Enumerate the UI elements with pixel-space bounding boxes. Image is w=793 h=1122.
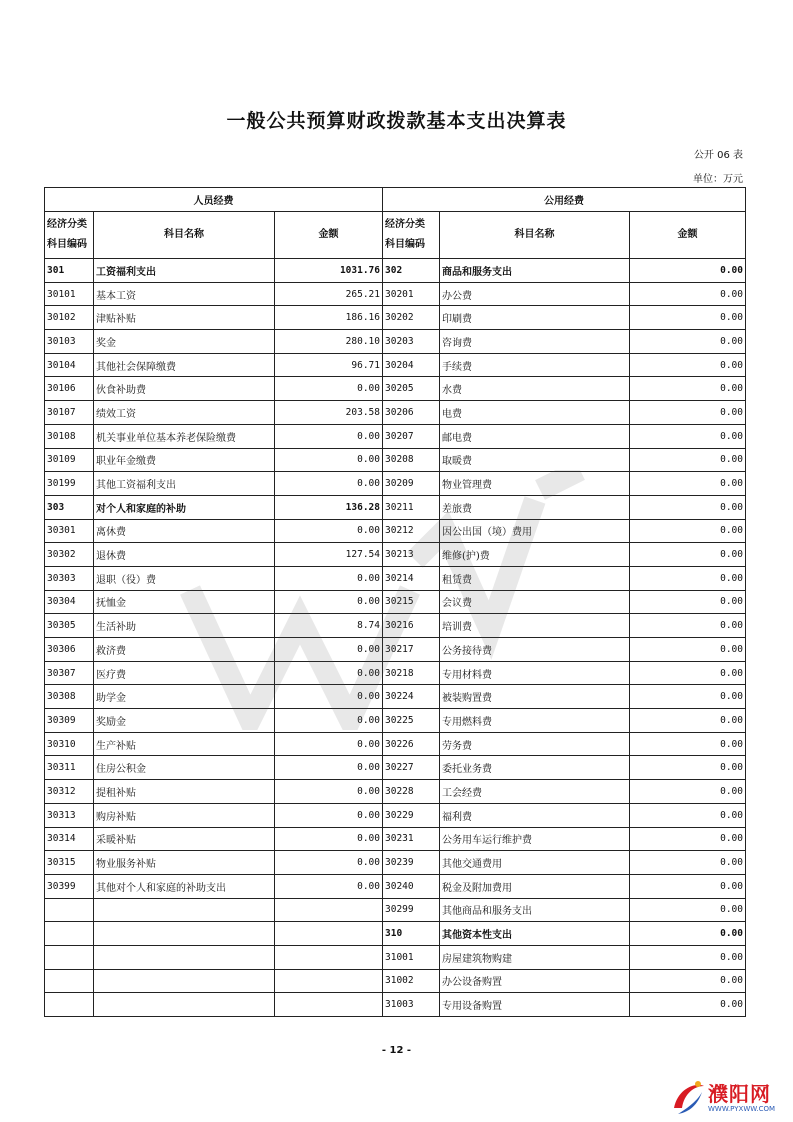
left-name-cell: 退职（役）费 bbox=[94, 566, 275, 590]
right-code-cell: 30229 bbox=[383, 803, 440, 827]
right-amount-cell: 0.00 bbox=[630, 732, 746, 756]
left-code-cell: 30399 bbox=[45, 874, 94, 898]
left-code-cell: 30305 bbox=[45, 614, 94, 638]
left-name-cell: 物业服务补贴 bbox=[94, 851, 275, 875]
right-code-cell: 30216 bbox=[383, 614, 440, 638]
table-row bbox=[45, 472, 746, 496]
left-name-cell: 其他对个人和家庭的补助支出 bbox=[94, 874, 275, 898]
right-code-cell: 30218 bbox=[383, 661, 440, 685]
right-amount-cell: 0.00 bbox=[630, 590, 746, 614]
left-code-cell: 30106 bbox=[45, 377, 94, 401]
table-row bbox=[45, 851, 746, 875]
form-number: 公开 06 表 bbox=[693, 150, 743, 161]
right-amount-cell: 0.00 bbox=[630, 827, 746, 851]
right-name-cell: 税金及附加费用 bbox=[440, 874, 630, 898]
right-amount-cell: 0.00 bbox=[630, 519, 746, 543]
right-name-cell: 取暖费 bbox=[440, 448, 630, 472]
right-name-cell: 被装购置费 bbox=[440, 685, 630, 709]
right-amount-cell: 0.00 bbox=[630, 282, 746, 306]
left-amount-cell: 8.74 bbox=[275, 614, 383, 638]
left-code-cell: 30108 bbox=[45, 424, 94, 448]
column-header-row bbox=[45, 212, 746, 259]
right-code-cell: 30205 bbox=[383, 377, 440, 401]
right-name-cell: 差旅费 bbox=[440, 495, 630, 519]
right-code-cell: 30231 bbox=[383, 827, 440, 851]
left-code-cell: 30107 bbox=[45, 401, 94, 425]
left-name-cell: 救济费 bbox=[94, 638, 275, 662]
left-amount-cell: 0.00 bbox=[275, 709, 383, 733]
header-code-line2: 科目编码 bbox=[385, 239, 425, 250]
table-row bbox=[45, 401, 746, 425]
table-row bbox=[45, 685, 746, 709]
right-name-cell: 维修(护)费 bbox=[440, 543, 630, 567]
left-name-cell: 购房补贴 bbox=[94, 803, 275, 827]
left-code-cell: 30306 bbox=[45, 638, 94, 662]
right-amount-cell: 0.00 bbox=[630, 424, 746, 448]
left-name-cell: 助学金 bbox=[94, 685, 275, 709]
right-name-cell: 办公设备购置 bbox=[440, 969, 630, 993]
right-name-cell: 房屋建筑物购建 bbox=[440, 945, 630, 969]
table-row bbox=[45, 282, 746, 306]
left-amount-cell: 96.71 bbox=[275, 353, 383, 377]
right-name-cell: 其他交通费用 bbox=[440, 851, 630, 875]
right-name-cell: 办公费 bbox=[440, 282, 630, 306]
right-amount-cell: 0.00 bbox=[630, 377, 746, 401]
left-amount-cell: 265.21 bbox=[275, 282, 383, 306]
right-name-cell: 公务用车运行维护费 bbox=[440, 827, 630, 851]
left-code-cell: 30313 bbox=[45, 803, 94, 827]
left-amount-cell: 280.10 bbox=[275, 330, 383, 354]
left-name-cell: 其他社会保障缴费 bbox=[94, 353, 275, 377]
right-amount-cell: 0.00 bbox=[630, 472, 746, 496]
left-amount-cell: 186.16 bbox=[275, 306, 383, 330]
right-code-cell: 30228 bbox=[383, 780, 440, 804]
header-code-line1: 经济分类 bbox=[47, 219, 87, 230]
left-name-cell: 住房公积金 bbox=[94, 756, 275, 780]
right-name-cell: 培训费 bbox=[440, 614, 630, 638]
right-name-cell: 委托业务费 bbox=[440, 756, 630, 780]
logo-url-text: WWW.PYXWW.COM bbox=[708, 1105, 776, 1113]
right-code-cell: 30203 bbox=[383, 330, 440, 354]
right-amount-cell: 0.00 bbox=[630, 851, 746, 875]
table-body bbox=[45, 259, 746, 1017]
right-name-cell: 工会经费 bbox=[440, 780, 630, 804]
left-code-cell: 30314 bbox=[45, 827, 94, 851]
section-personnel: 人员经费 bbox=[45, 188, 383, 212]
expenditure-table bbox=[44, 187, 746, 1017]
left-amount-cell: 0.00 bbox=[275, 377, 383, 401]
left-amount-cell: 0.00 bbox=[275, 685, 383, 709]
table-row bbox=[45, 424, 746, 448]
left-name-cell: 离休费 bbox=[94, 519, 275, 543]
right-code-cell: 30227 bbox=[383, 756, 440, 780]
table-row bbox=[45, 377, 746, 401]
left-code-cell: 30109 bbox=[45, 448, 94, 472]
left-code-cell: 30103 bbox=[45, 330, 94, 354]
right-code-cell: 30212 bbox=[383, 519, 440, 543]
right-amount-cell: 0.00 bbox=[630, 803, 746, 827]
right-name-cell: 其他商品和服务支出 bbox=[440, 898, 630, 922]
left-code-cell: 30309 bbox=[45, 709, 94, 733]
right-amount-cell: 0.00 bbox=[630, 756, 746, 780]
right-name-cell: 咨询费 bbox=[440, 330, 630, 354]
left-name-cell: 提租补贴 bbox=[94, 780, 275, 804]
left-code-cell: 30310 bbox=[45, 732, 94, 756]
left-code-cell: 30302 bbox=[45, 543, 94, 567]
left-amount-cell: 0.00 bbox=[275, 472, 383, 496]
left-amount-cell: 0.00 bbox=[275, 756, 383, 780]
table-row bbox=[45, 306, 746, 330]
left-name-cell bbox=[94, 922, 275, 946]
table-row bbox=[45, 566, 746, 590]
right-name-cell: 邮电费 bbox=[440, 424, 630, 448]
table-row bbox=[45, 448, 746, 472]
right-amount-cell: 0.00 bbox=[630, 543, 746, 567]
right-amount-cell: 0.00 bbox=[630, 922, 746, 946]
right-name-cell: 印刷费 bbox=[440, 306, 630, 330]
table-row bbox=[45, 330, 746, 354]
right-amount-cell: 0.00 bbox=[630, 945, 746, 969]
right-name-cell: 专用材料费 bbox=[440, 661, 630, 685]
right-amount-cell: 0.00 bbox=[630, 661, 746, 685]
left-code-cell bbox=[45, 945, 94, 969]
left-code-cell: 30301 bbox=[45, 519, 94, 543]
right-amount-cell: 0.00 bbox=[630, 259, 746, 283]
left-name-cell bbox=[94, 993, 275, 1017]
left-name-cell bbox=[94, 945, 275, 969]
right-name-cell: 手续费 bbox=[440, 353, 630, 377]
right-code-cell: 30239 bbox=[383, 851, 440, 875]
right-code-cell: 310 bbox=[383, 922, 440, 946]
left-name-cell bbox=[94, 898, 275, 922]
right-code-cell: 30208 bbox=[383, 448, 440, 472]
header-code-left bbox=[45, 212, 94, 259]
table-row bbox=[45, 709, 746, 733]
left-name-cell: 医疗费 bbox=[94, 661, 275, 685]
right-amount-cell: 0.00 bbox=[630, 614, 746, 638]
logo-swirl-icon bbox=[668, 1078, 708, 1118]
left-amount-cell bbox=[275, 969, 383, 993]
table-row bbox=[45, 590, 746, 614]
table-row bbox=[45, 969, 746, 993]
right-name-cell: 公务接待费 bbox=[440, 638, 630, 662]
right-code-cell: 31001 bbox=[383, 945, 440, 969]
left-code-cell: 30304 bbox=[45, 590, 94, 614]
left-name-cell: 其他工资福利支出 bbox=[94, 472, 275, 496]
right-code-cell: 30206 bbox=[383, 401, 440, 425]
left-name-cell: 奖金 bbox=[94, 330, 275, 354]
right-name-cell: 因公出国（境）费用 bbox=[440, 519, 630, 543]
left-name-cell: 采暖补贴 bbox=[94, 827, 275, 851]
right-amount-cell: 0.00 bbox=[630, 495, 746, 519]
right-name-cell: 劳务费 bbox=[440, 732, 630, 756]
right-code-cell: 31002 bbox=[383, 969, 440, 993]
unit-label: 单位：万元 bbox=[693, 174, 743, 185]
table-row bbox=[45, 519, 746, 543]
left-name-cell: 伙食补助费 bbox=[94, 377, 275, 401]
right-code-cell: 30217 bbox=[383, 638, 440, 662]
table-row bbox=[45, 495, 746, 519]
left-code-cell: 30101 bbox=[45, 282, 94, 306]
table-row bbox=[45, 803, 746, 827]
left-code-cell bbox=[45, 993, 94, 1017]
right-name-cell: 物业管理费 bbox=[440, 472, 630, 496]
right-name-cell: 福利费 bbox=[440, 803, 630, 827]
right-name-cell: 水费 bbox=[440, 377, 630, 401]
left-amount-cell: 0.00 bbox=[275, 590, 383, 614]
right-amount-cell: 0.00 bbox=[630, 353, 746, 377]
left-code-cell: 30308 bbox=[45, 685, 94, 709]
left-amount-cell: 203.58 bbox=[275, 401, 383, 425]
right-amount-cell: 0.00 bbox=[630, 330, 746, 354]
right-code-cell: 30211 bbox=[383, 495, 440, 519]
left-code-cell bbox=[45, 969, 94, 993]
page-number: - 12 - bbox=[381, 1045, 412, 1056]
left-code-cell: 30303 bbox=[45, 566, 94, 590]
left-name-cell bbox=[94, 969, 275, 993]
left-amount-cell: 0.00 bbox=[275, 661, 383, 685]
right-code-cell: 30240 bbox=[383, 874, 440, 898]
logo-brand-text: 濮阳网 bbox=[708, 1082, 771, 1106]
right-code-cell: 30224 bbox=[383, 685, 440, 709]
left-code-cell: 303 bbox=[45, 495, 94, 519]
right-name-cell: 商品和服务支出 bbox=[440, 259, 630, 283]
right-code-cell: 30225 bbox=[383, 709, 440, 733]
left-amount-cell: 0.00 bbox=[275, 448, 383, 472]
table-row bbox=[45, 353, 746, 377]
header-code-right bbox=[383, 212, 440, 259]
right-code-cell: 31003 bbox=[383, 993, 440, 1017]
table-row bbox=[45, 543, 746, 567]
header-code-line2: 科目编码 bbox=[47, 239, 87, 250]
left-amount-cell bbox=[275, 922, 383, 946]
left-code-cell: 30315 bbox=[45, 851, 94, 875]
left-amount-cell: 0.00 bbox=[275, 874, 383, 898]
left-code-cell: 301 bbox=[45, 259, 94, 283]
table-row bbox=[45, 993, 746, 1017]
right-code-cell: 30207 bbox=[383, 424, 440, 448]
left-amount-cell: 0.00 bbox=[275, 827, 383, 851]
right-code-cell: 30209 bbox=[383, 472, 440, 496]
left-name-cell: 奖励金 bbox=[94, 709, 275, 733]
right-amount-cell: 0.00 bbox=[630, 306, 746, 330]
table-row bbox=[45, 638, 746, 662]
left-amount-cell: 0.00 bbox=[275, 780, 383, 804]
right-code-cell: 30204 bbox=[383, 353, 440, 377]
right-code-cell: 30201 bbox=[383, 282, 440, 306]
right-amount-cell: 0.00 bbox=[630, 685, 746, 709]
header-amount-right: 金额 bbox=[630, 212, 746, 259]
left-name-cell: 对个人和家庭的补助 bbox=[94, 495, 275, 519]
left-code-cell bbox=[45, 898, 94, 922]
table-row bbox=[45, 259, 746, 283]
left-name-cell: 退休费 bbox=[94, 543, 275, 567]
site-logo bbox=[668, 1076, 793, 1122]
left-amount-cell bbox=[275, 945, 383, 969]
left-name-cell: 生活补助 bbox=[94, 614, 275, 638]
right-amount-cell: 0.00 bbox=[630, 448, 746, 472]
left-code-cell: 30199 bbox=[45, 472, 94, 496]
left-amount-cell bbox=[275, 993, 383, 1017]
right-code-cell: 302 bbox=[383, 259, 440, 283]
left-name-cell: 抚恤金 bbox=[94, 590, 275, 614]
right-amount-cell: 0.00 bbox=[630, 969, 746, 993]
table-row bbox=[45, 732, 746, 756]
left-code-cell: 30312 bbox=[45, 780, 94, 804]
left-amount-cell: 0.00 bbox=[275, 566, 383, 590]
right-amount-cell: 0.00 bbox=[630, 566, 746, 590]
page-title: 一般公共预算财政拨款基本支出决算表 bbox=[226, 110, 567, 132]
left-amount-cell: 0.00 bbox=[275, 851, 383, 875]
left-code-cell: 30311 bbox=[45, 756, 94, 780]
right-amount-cell: 0.00 bbox=[630, 709, 746, 733]
left-code-cell: 30307 bbox=[45, 661, 94, 685]
right-name-cell: 电费 bbox=[440, 401, 630, 425]
left-name-cell: 职业年金缴费 bbox=[94, 448, 275, 472]
left-amount-cell: 136.28 bbox=[275, 495, 383, 519]
right-code-cell: 30215 bbox=[383, 590, 440, 614]
right-name-cell: 其他资本性支出 bbox=[440, 922, 630, 946]
left-amount-cell: 0.00 bbox=[275, 519, 383, 543]
section-header-row bbox=[45, 188, 746, 212]
left-name-cell: 基本工资 bbox=[94, 282, 275, 306]
right-amount-cell: 0.00 bbox=[630, 638, 746, 662]
table-row bbox=[45, 898, 746, 922]
left-name-cell: 绩效工资 bbox=[94, 401, 275, 425]
header-name-left: 科目名称 bbox=[94, 212, 275, 259]
right-code-cell: 30213 bbox=[383, 543, 440, 567]
table-row bbox=[45, 945, 746, 969]
left-code-cell: 30102 bbox=[45, 306, 94, 330]
table-row bbox=[45, 661, 746, 685]
left-amount-cell: 0.00 bbox=[275, 803, 383, 827]
right-amount-cell: 0.00 bbox=[630, 401, 746, 425]
header-name-right: 科目名称 bbox=[440, 212, 630, 259]
right-name-cell: 专用燃料费 bbox=[440, 709, 630, 733]
right-code-cell: 30202 bbox=[383, 306, 440, 330]
left-name-cell: 津贴补贴 bbox=[94, 306, 275, 330]
left-amount-cell: 127.54 bbox=[275, 543, 383, 567]
left-amount-cell: 0.00 bbox=[275, 638, 383, 662]
left-amount-cell bbox=[275, 898, 383, 922]
left-name-cell: 生产补贴 bbox=[94, 732, 275, 756]
right-name-cell: 会议费 bbox=[440, 590, 630, 614]
table-row bbox=[45, 756, 746, 780]
table-row bbox=[45, 874, 746, 898]
section-public: 公用经费 bbox=[383, 188, 746, 212]
left-name-cell: 工资福利支出 bbox=[94, 259, 275, 283]
right-code-cell: 30299 bbox=[383, 898, 440, 922]
right-code-cell: 30226 bbox=[383, 732, 440, 756]
left-code-cell bbox=[45, 922, 94, 946]
left-code-cell: 30104 bbox=[45, 353, 94, 377]
table-row bbox=[45, 780, 746, 804]
table-row bbox=[45, 922, 746, 946]
right-amount-cell: 0.00 bbox=[630, 993, 746, 1017]
right-code-cell: 30214 bbox=[383, 566, 440, 590]
left-amount-cell: 1031.76 bbox=[275, 259, 383, 283]
table-row bbox=[45, 827, 746, 851]
right-amount-cell: 0.00 bbox=[630, 874, 746, 898]
header-amount-left: 金额 bbox=[275, 212, 383, 259]
table-row bbox=[45, 614, 746, 638]
right-amount-cell: 0.00 bbox=[630, 780, 746, 804]
right-amount-cell: 0.00 bbox=[630, 898, 746, 922]
left-name-cell: 机关事业单位基本养老保险缴费 bbox=[94, 424, 275, 448]
left-amount-cell: 0.00 bbox=[275, 732, 383, 756]
left-amount-cell: 0.00 bbox=[275, 424, 383, 448]
right-name-cell: 租赁费 bbox=[440, 566, 630, 590]
right-name-cell: 专用设备购置 bbox=[440, 993, 630, 1017]
header-code-line1: 经济分类 bbox=[385, 219, 425, 230]
